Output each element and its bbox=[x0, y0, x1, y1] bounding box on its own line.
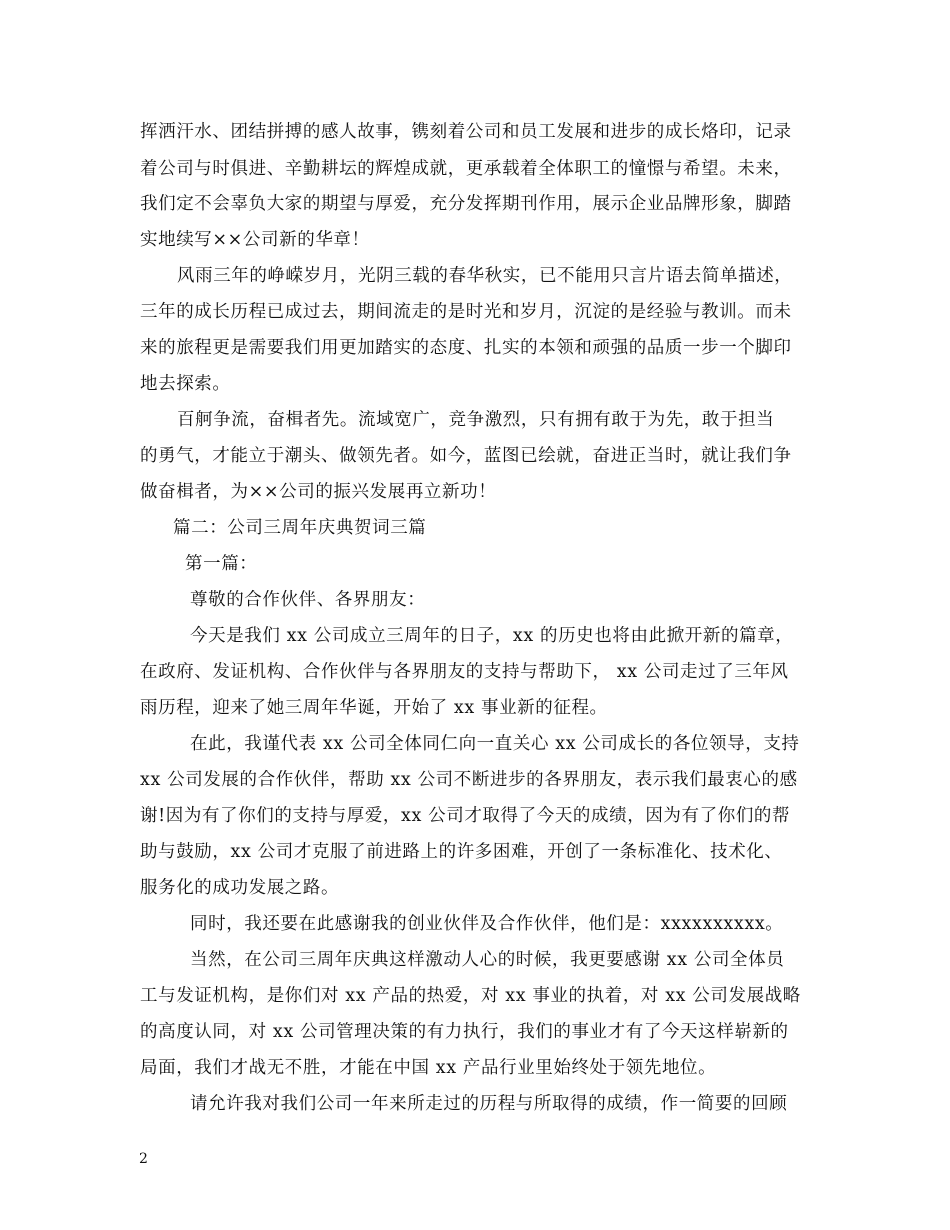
text-line: 谢!因为有了你们的支持与厚爱，xx 公司才取得了今天的成绩，因为有了你们的帮 bbox=[140, 806, 791, 826]
text-line: 请允许我对我们公司一年来所走过的历程与所取得的成绩，作一简要的回顾 bbox=[190, 1094, 788, 1114]
page-number: 2 bbox=[139, 1151, 148, 1167]
text-line: 的勇气，才能立于潮头、做领先者。如今，蓝图已绘就，奋进正当时，就让我们争 bbox=[140, 446, 792, 466]
text-line: 做奋楫者，为××公司的振兴发展再立新功！ bbox=[140, 482, 497, 502]
text-line: 我们定不会辜负大家的期望与厚爱，充分发挥期刊作用，展示企业品牌形象，脚踏 bbox=[140, 194, 792, 214]
text-line: 地去探索。 bbox=[140, 374, 231, 394]
text-line: 百舸争流，奋楫者先。流域宽广，竞争激烈，只有拥有敢于为先，敢于担当 bbox=[177, 410, 775, 430]
text-line: 助与鼓励，xx 公司才克服了前进路上的许多困难，开创了一条标准化、技术化、 bbox=[140, 842, 783, 862]
text-line: 工与发证机构，是你们对 xx 产品的热爱，对 xx 事业的执着，对 xx 公司发展战略 bbox=[140, 986, 801, 1006]
text-line: 挥洒汗水、团结拼搏的感人故事，镌刻着公司和员工发展和进步的成长烙印，记录 bbox=[140, 122, 792, 142]
text-line: 雨历程，迎来了她三周年华诞，开始了 xx 事业新的征程。 bbox=[140, 698, 608, 718]
text-line: xx 公司发展的合作伙伴，帮助 xx 公司不断进步的各界朋友，表示我们最衷心的感 bbox=[140, 770, 798, 790]
text-line: 实地续写××公司新的华章！ bbox=[140, 230, 370, 250]
section-heading: 篇二：公司三周年庆典贺词三篇 bbox=[173, 518, 427, 538]
text-line: 服务化的成功发展之路。 bbox=[140, 878, 340, 898]
text-line: 当然，在公司三周年庆典这样激动人心的时候，我更要感谢 xx 公司全体员 bbox=[190, 950, 785, 970]
text-line: 三年的成长历程已成过去，期间流走的是时光和岁月，沉淀的是经验与教训。而未 bbox=[140, 302, 792, 322]
text-line: 同时，我还要在此感谢我的创业伙伴及合作伙伴，他们是：xxxxxxxxxx。 bbox=[190, 914, 784, 934]
text-line: 来的旅程更是需要我们用更加踏实的态度、扎实的本领和顽强的品质一步一个脚印 bbox=[140, 338, 792, 358]
text-line: 在政府、发证机构、合作伙伴与各界朋友的支持与帮助下， xx 公司走过了三年风 bbox=[140, 662, 789, 682]
salutation: 尊敬的合作伙伴、各界朋友： bbox=[190, 590, 426, 610]
text-line: 在此，我谨代表 xx 公司全体同仁向一直关心 xx 公司成长的各位领导，支持 bbox=[190, 734, 800, 754]
text-line: 局面，我们才战无不胜，才能在中国 xx 产品行业里始终处于领先地位。 bbox=[140, 1058, 717, 1078]
subsection-heading: 第一篇： bbox=[185, 554, 258, 574]
text-line: 今天是我们 xx 公司成立三周年的日子，xx 的历史也将由此掀开新的篇章， bbox=[190, 626, 794, 646]
text-line: 的高度认同，对 xx 公司管理决策的有力执行，我们的事业才有了今天这样崭新的 bbox=[140, 1022, 789, 1042]
text-line: 风雨三年的峥嵘岁月，光阴三载的春华秋实，已不能用只言片语去简单描述， bbox=[177, 266, 793, 286]
text-line: 着公司与时俱进、辛勤耕坛的辉煌成就，更承载着全体职工的憧憬与希望。未来， bbox=[140, 159, 792, 179]
